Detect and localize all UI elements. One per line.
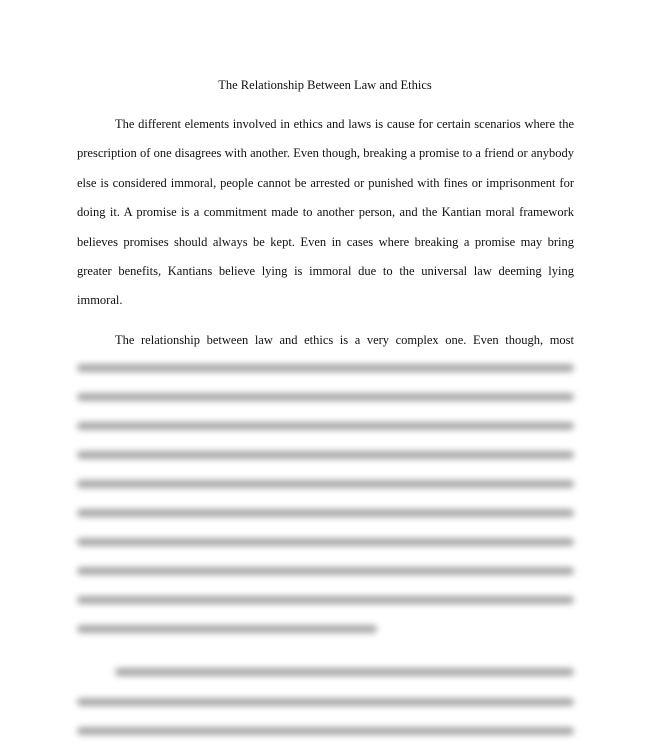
- blurred-text-line: [77, 596, 574, 604]
- blurred-text-line: [77, 422, 574, 430]
- blurred-paragraph-3: [77, 660, 574, 750]
- blurred-text-line: [77, 451, 574, 459]
- blurred-text-line: [77, 538, 574, 546]
- paragraph-1: The different elements involved in ethics and laws is cause for certain scenarios where the prescription of one disagrees with another. Even though, breaking a promise to a friend or anybody else is considered immoral, people cannot be arrested or punished with fines or imprisonment for doing it. A promise is a commitment made to another person, and the Kantian moral framework believes promises should always be kept. Even in cases where breaking a promise may bring greater benefits, Kantians believe lying is immoral due to the universal law deeming lying immoral.: [77, 117, 574, 308]
- blurred-text-line: [77, 364, 574, 372]
- blurred-paragraph-2: [77, 356, 574, 646]
- paragraph-2-first-line: The relationship between law and ethics is a very complex one. Even though, most: [115, 333, 574, 347]
- blurred-text-line: [77, 698, 574, 706]
- blurred-text-line: [77, 625, 377, 633]
- blurred-text-line: [77, 480, 574, 488]
- blurred-text-line: [77, 393, 574, 401]
- blurred-text-line: [77, 509, 574, 517]
- document-title: The Relationship Between Law and Ethics: [218, 78, 432, 92]
- blurred-text-line: [77, 727, 574, 735]
- blurred-text-line: [115, 668, 574, 676]
- blurred-text-line: [77, 567, 574, 575]
